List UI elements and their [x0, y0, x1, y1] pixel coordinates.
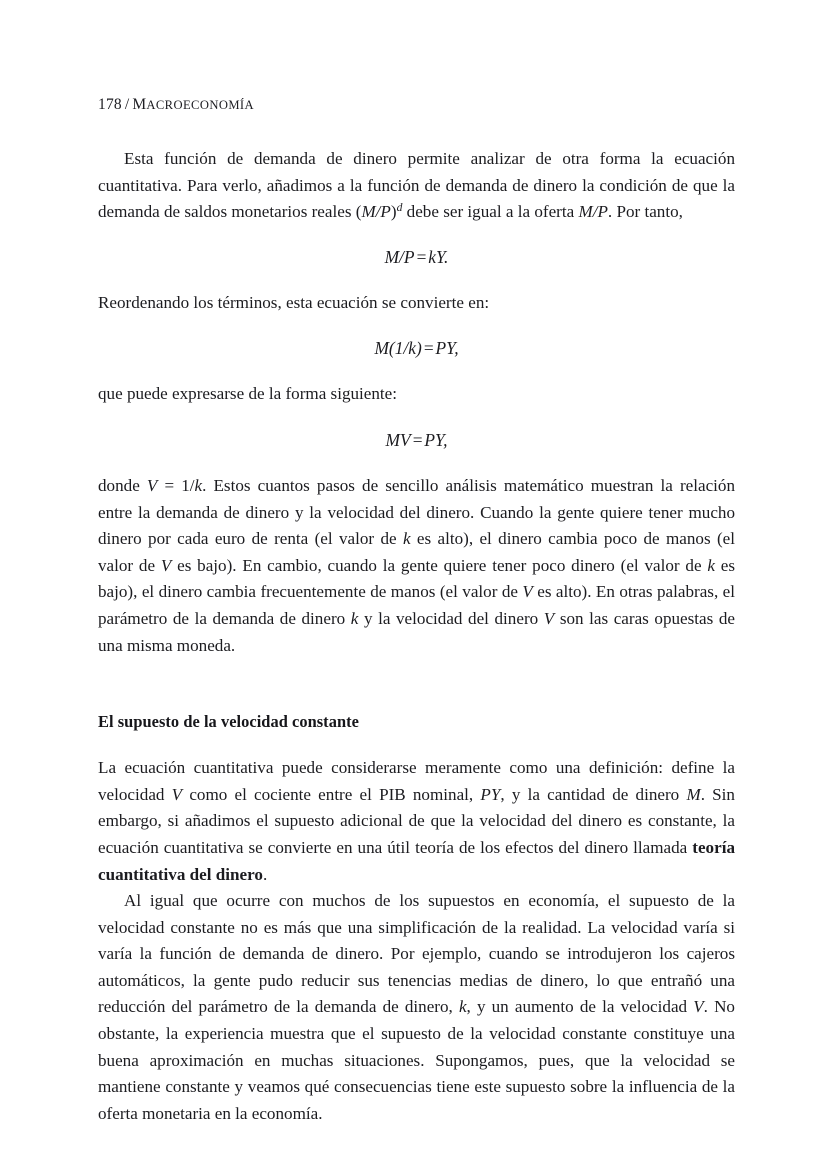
p4-text-f: es alto). En otras palabras, el parámetro de la demanda de dinero — [98, 582, 735, 628]
inline-var-v-5: V — [171, 784, 183, 804]
page-number: 178 — [98, 96, 122, 113]
p4-text-d: es bajo). En cambio, cuando la gente quiere tener poco dinero (el valor de — [171, 555, 708, 575]
p5-text-e: . — [262, 864, 268, 884]
inline-var-m: M — [686, 784, 701, 804]
paragraph-donde-v — [98, 473, 735, 659]
p6-text-b: , y un aumento de la velocidad — [466, 997, 694, 1017]
equation-1-rhs: kY. — [428, 246, 449, 267]
inline-var-k-5: k — [458, 997, 467, 1017]
p4-text-e: es bajo), el dinero cambia frecuentemente de manos (el valor de — [98, 555, 735, 602]
p6-text-a: Al igual que ocurre con muchos de los supuestos en economía, el supuesto de la velocidad constante no es más que una simplificación de la realidad. La velocidad varía si varía la función de demanda de dinero. Por ejemplo, cuando se introdujeron los cajeros automáticos, la gente pudo reducir sus tenencias medias de dinero, lo que entrañó una reducción del parámetro de la demanda de dinero, — [98, 891, 735, 1017]
p4-text-g: y la velocidad del dinero — [358, 608, 544, 628]
equation-1-operator: = — [415, 246, 428, 267]
superscript-d: d — [396, 201, 403, 215]
inline-var-mp-2: M/P — [578, 202, 608, 222]
inline-var-mp: M/P — [361, 202, 391, 222]
p4-text-a: donde — [98, 475, 147, 495]
p5-text-a: La ecuación cuantitativa puede considerarse meramente como una definición: define la velocidad — [98, 758, 735, 804]
para-text-b: debe ser igual a la oferta — [402, 202, 579, 222]
para-text-a: Esta función de demanda de dinero permite analizar de otra forma la ecuación cuantitativa. Para verlo, añadimos a la función de demanda de dinero la condición de que la demanda de saldos monetarios reales ( — [98, 149, 735, 222]
p4-text-h: son las caras opuestas de una misma moneda. — [98, 608, 736, 655]
equation-1-lhs: M/P — [384, 246, 415, 267]
p6-text-c: . No obstante, la experiencia muestra que el supuesto de la velocidad constante constituye una buena aproximación en muchas situaciones. Supongamos, pues, que la velocidad se mantiene constante y veamos qué consecuencias tiene este supuesto sobre la influencia de la oferta monetaria en la economía. — [98, 997, 735, 1123]
equation-3-operator: = — [411, 429, 424, 450]
paragraph-expresarse: que puede expresarse de la forma siguiente: — [98, 384, 398, 404]
p5-text-b: como el cociente entre el PIB nominal, — [182, 784, 481, 804]
equation-3-rhs: PY, — [424, 429, 448, 450]
book-title-initial: M — [132, 96, 147, 113]
inline-var-v: V — [146, 475, 158, 495]
paragraph-reordenando: Reordenando los términos, esta ecuación se convierte en: — [98, 292, 490, 312]
equation-3-lhs: MV — [385, 429, 411, 450]
inline-var-v-4: V — [543, 608, 555, 628]
inline-var-k-2: k — [402, 529, 411, 549]
running-header — [98, 95, 735, 115]
bold-term-teoria-cuantitativa: teoría cuantitativa del dinero — [98, 837, 735, 884]
equation-m1k-py — [98, 335, 735, 361]
p5-text-c: , y la cantidad de dinero — [500, 784, 687, 804]
inline-var-k-3: k — [707, 555, 715, 575]
p5-text-d: . Sin embargo, si añadimos el supuesto adicional de que la velocidad del dinero es constante, la ecuación cuantitativa se convierte en una útil teoría de los efectos del dinero llamada — [98, 784, 735, 857]
equation-2-lhs: M(1/k) — [374, 338, 422, 359]
paragraph-intro — [98, 146, 735, 226]
inline-var-v-2: V — [160, 555, 172, 575]
equation-2-rhs: PY, — [435, 338, 459, 359]
header-separator: / — [124, 96, 130, 113]
paren-close: ) — [390, 202, 397, 222]
equation-mv-py — [98, 427, 735, 453]
book-title-smallcaps: ACROECONOMÍA — [146, 98, 255, 112]
page-content-column — [98, 0, 735, 1127]
para-text-c: . Por tanto, — [607, 202, 683, 222]
p4-text-c: es alto), el dinero cambia poco de manos (el valor de — [98, 529, 735, 575]
section-heading-velocidad-constante: El supuesto de la velocidad constante — [98, 712, 359, 732]
inline-var-py: PY — [480, 784, 501, 804]
paragraph-definicion — [98, 755, 735, 888]
equation-2-operator: = — [422, 338, 435, 359]
inline-var-k-4: k — [350, 608, 359, 628]
inline-var-k: k — [194, 475, 203, 495]
p4-eq-frag: = 1/ — [157, 475, 195, 495]
inline-var-v-3: V — [522, 582, 533, 602]
equation-mp-ky — [98, 244, 735, 270]
paragraph-supuestos — [98, 888, 735, 1127]
p4-text-b: . Estos cuantos pasos de sencillo análisis matemático muestran la relación entre la demanda de dinero y la velocidad del dinero. Cuando la gente quiere tener mucho dinero por cada euro de renta (el valor de — [98, 475, 735, 549]
inline-var-v-6: V — [693, 997, 704, 1017]
